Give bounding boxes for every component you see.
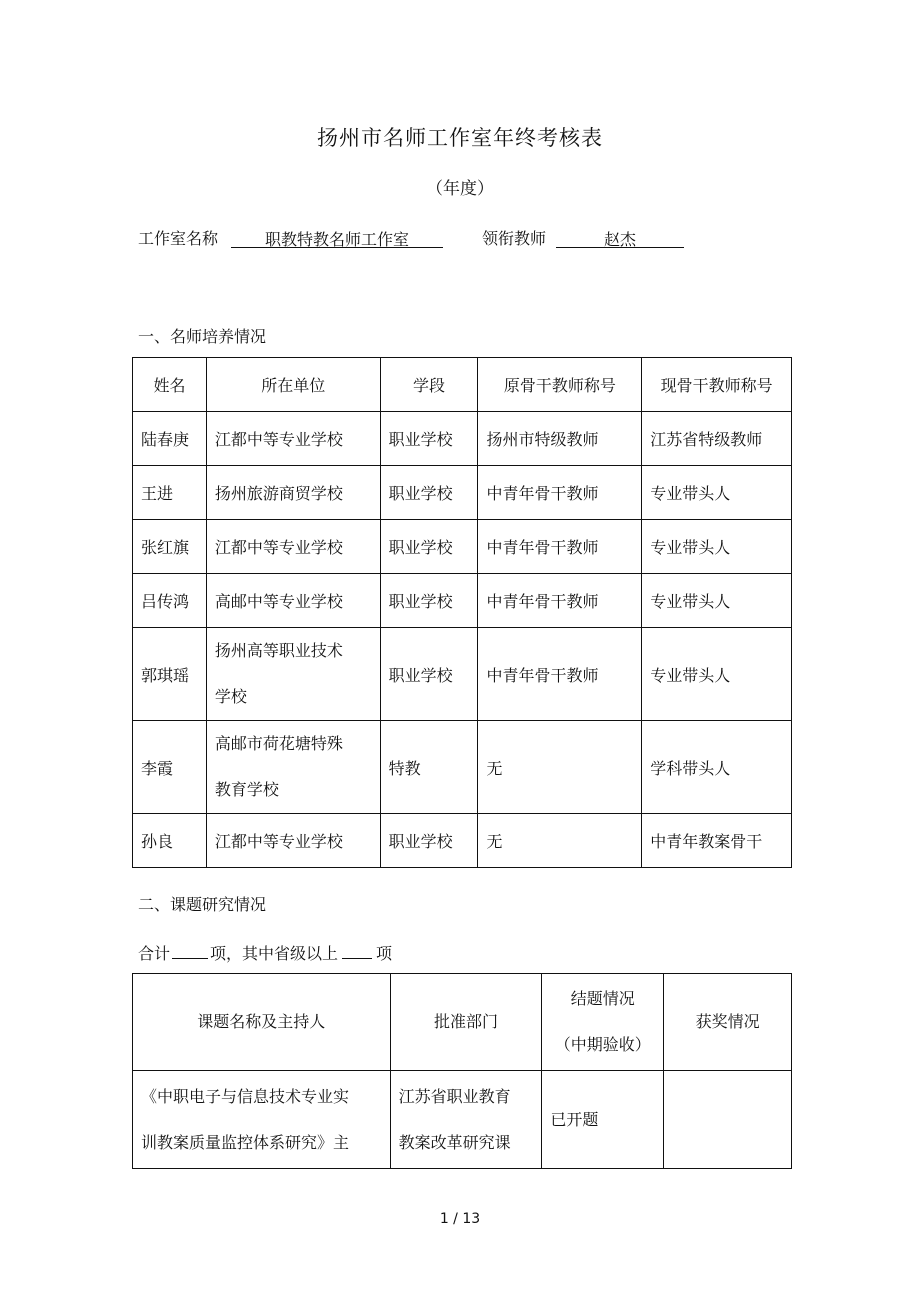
header-name: 姓名 <box>133 358 207 412</box>
total-label: 合计 <box>138 944 171 963</box>
page-title: 扬州市名师工作室年终考核表 <box>317 126 603 150</box>
header-new-title: 现骨干教师称号 <box>642 358 792 412</box>
cell-new-title: 专业带头人 <box>642 628 792 721</box>
cell-stage: 职业学校 <box>380 466 478 520</box>
cell-new-title: 中青年教案骨干 <box>642 814 792 868</box>
table-header-row <box>133 358 792 412</box>
header-status <box>542 974 664 1071</box>
cell-old-title: 中青年骨干教师 <box>478 628 642 721</box>
cell-name: 张红旗 <box>133 520 207 574</box>
cell-unit: 扬州旅游商贸学校 <box>206 466 380 520</box>
table-row <box>133 1071 792 1169</box>
cell-new-title: 江苏省特级教师 <box>642 412 792 466</box>
total-count-blank <box>172 942 208 959</box>
cell-topic-line2: 训教案质量监控体系研究》主 <box>141 1132 350 1152</box>
item-unit-end: 项 <box>376 944 393 963</box>
studio-name-value: 职教特教名师工作室 <box>231 227 443 248</box>
lead-teacher-label: 领衔教师 <box>482 229 547 248</box>
section2-heading: 二、课题研究情况 <box>138 895 267 914</box>
cell-unit: 江都中等专业学校 <box>206 814 380 868</box>
cell-name: 陆春庚 <box>133 412 207 466</box>
header-topic: 课题名称及主持人 <box>133 974 391 1071</box>
header-unit: 所在单位 <box>206 358 380 412</box>
research-total-line <box>138 941 392 964</box>
cell-dept-line2: 教案改革研究课 <box>398 1132 511 1152</box>
cell-new-title: 专业带头人 <box>642 520 792 574</box>
table-row <box>133 814 792 868</box>
cell-name: 吕传鸿 <box>133 574 207 628</box>
table-row <box>133 466 792 520</box>
teacher-training-table <box>132 357 792 868</box>
cell-old-title: 中青年骨干教师 <box>478 520 642 574</box>
header-status-line1: 结题情况 <box>570 989 635 1008</box>
table-header-row <box>133 974 792 1071</box>
header-status-line2: （中期验收） <box>554 1035 651 1054</box>
section1-heading: 一、名师培养情况 <box>138 327 267 346</box>
cell-name: 王进 <box>133 466 207 520</box>
cell-stage: 特教 <box>380 721 478 814</box>
table-row <box>133 520 792 574</box>
cell-status: 已开题 <box>542 1071 664 1169</box>
cell-dept <box>390 1071 542 1169</box>
cell-stage: 职业学校 <box>380 814 478 868</box>
cell-award <box>664 1071 792 1169</box>
cell-unit <box>206 721 380 814</box>
provincial-count-blank <box>342 942 372 959</box>
table-row <box>133 574 792 628</box>
cell-name: 李霞 <box>133 721 207 814</box>
year-subtitle: （年度） <box>426 179 494 199</box>
cell-unit: 江都中等专业学校 <box>206 520 380 574</box>
cell-old-title: 无 <box>478 814 642 868</box>
cell-stage: 职业学校 <box>380 412 478 466</box>
cell-stage: 职业学校 <box>380 574 478 628</box>
cell-unit: 江都中等专业学校 <box>206 412 380 466</box>
cell-unit-line2: 学校 <box>214 687 247 706</box>
cell-new-title: 专业带头人 <box>642 466 792 520</box>
cell-unit-line2: 教育学校 <box>214 780 279 799</box>
cell-topic <box>133 1071 391 1169</box>
cell-stage: 职业学校 <box>380 628 478 721</box>
header-old-title: 原骨干教师称号 <box>478 358 642 412</box>
cell-new-title: 专业带头人 <box>642 574 792 628</box>
item-unit-text: 项，其中省级以上 <box>210 944 339 963</box>
lead-teacher-value: 赵杰 <box>556 227 684 248</box>
table-row <box>133 721 792 814</box>
header-stage: 学段 <box>380 358 478 412</box>
table-row <box>133 412 792 466</box>
cell-name: 郭琪瑶 <box>133 628 207 721</box>
page-number: 1 / 13 <box>439 1211 481 1227</box>
cell-old-title: 扬州市特级教师 <box>478 412 642 466</box>
cell-new-title: 学科带头人 <box>642 721 792 814</box>
cell-old-title: 中青年骨干教师 <box>478 574 642 628</box>
cell-old-title: 中青年骨干教师 <box>478 466 642 520</box>
cell-unit-line1: 扬州高等职业技术 <box>214 641 343 660</box>
cell-stage: 职业学校 <box>380 520 478 574</box>
cell-topic-line1: 《中职电子与信息技术专业实 <box>141 1086 350 1106</box>
research-table <box>132 973 792 1169</box>
cell-name: 孙良 <box>133 814 207 868</box>
cell-unit: 高邮中等专业学校 <box>206 574 380 628</box>
cell-unit <box>206 628 380 721</box>
cell-unit-line1: 高邮市荷花塘特殊 <box>214 734 343 753</box>
studio-name-label: 工作室名称 <box>138 229 219 248</box>
cell-dept-line1: 江苏省职业教育 <box>398 1086 511 1106</box>
cell-old-title: 无 <box>478 721 642 814</box>
header-dept: 批准部门 <box>390 974 542 1071</box>
table-row <box>133 628 792 721</box>
header-award: 获奖情况 <box>664 974 792 1071</box>
